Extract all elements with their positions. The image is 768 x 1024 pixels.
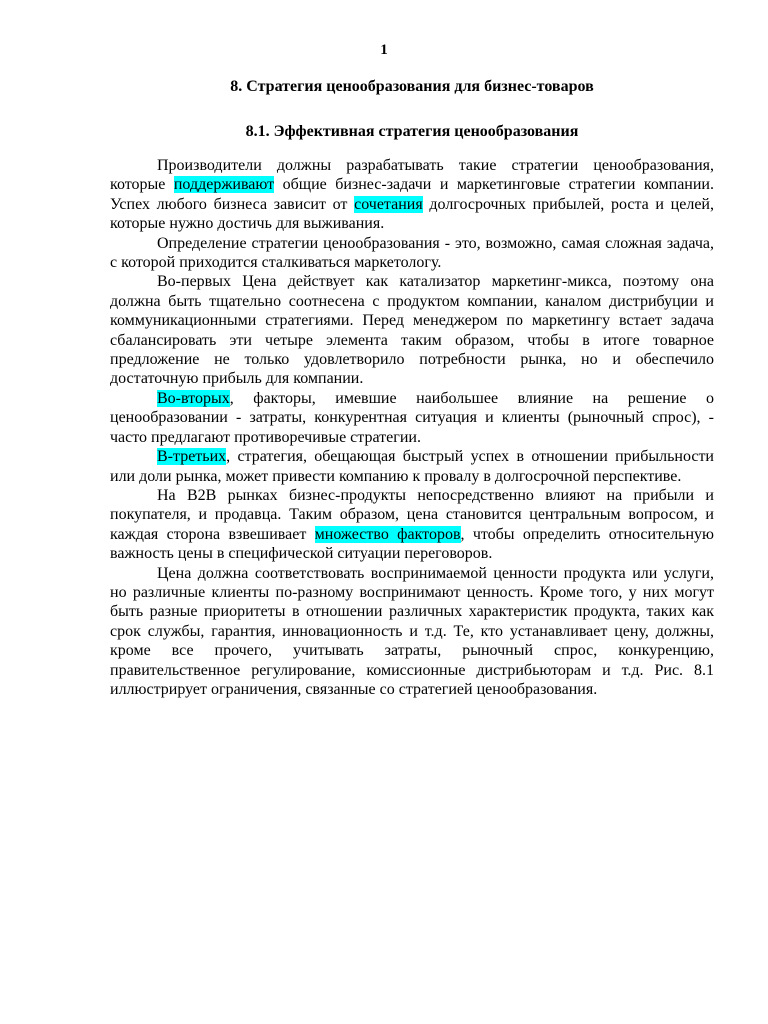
paragraph-1 (110, 156, 714, 234)
document-body (110, 76, 714, 699)
highlighted-text: поддерживают (173, 176, 275, 194)
paragraph-6 (110, 486, 714, 564)
paragraph-5 (110, 447, 714, 486)
paragraph-text: , стратегия, обещающая быстрый успех в отношении прибыльности или доли рынка, может привести компанию к провалу в долгосрочной перспективе. (110, 448, 714, 485)
paragraph-2 (110, 234, 714, 273)
highlighted-text: В-третьих (157, 448, 227, 466)
chapter-title: 8. Стратегия ценообразования для бизнес-товаров (230, 78, 594, 95)
paragraph-text: , факторы, имевшие наибольшее влияние на решение о ценообразовании - затраты, конкурентная ситуация и клиенты (рыночный спрос), - часто предлагают противоречивые стратегии. (110, 389, 714, 446)
paragraph-3 (110, 272, 714, 388)
paragraph-4 (110, 389, 714, 447)
section-title: 8.1. Эффективная стратегия ценообразования (245, 123, 579, 140)
highlighted-text: множество факторов (314, 525, 461, 543)
paragraph-7 (110, 564, 714, 700)
paragraph-text: На B2B рынках бизнес-продукты непосредственно влияют на прибыли и покупателя, и продавца. Таким образом, цена становится центральным вопросом, и каждая сторона взвешивает (110, 486, 714, 543)
paragraph-text: Производители должны разрабатывать такие стратегии ценообразования, которые (110, 157, 714, 194)
paragraph-text: Во-первых Цена действует как катализатор маркетинг-микса, поэтому она должна быть тщательно соотнесена с продуктом компании, каналом дистрибуции и коммуникационными стратегиями. Перед менеджером по маркетингу встает задача сбалансировать эти четыре элемента таким образом, чтобы в итоге товарное предложение не только удовлетворило потребности рынка, но и обеспечило достаточную прибыль для компании. (110, 273, 714, 388)
paragraph-text: общие бизнес-задачи и маркетинговые стратегии компании. Успех любого бизнеса зависит от (110, 176, 714, 213)
page-number: 1 (380, 42, 388, 58)
paragraph-text: Цена должна соответствовать воспринимаемой ценности продукта или услуги, но различные клиенты по-разному воспринимают ценность. Кроме того, у них могут быть разные приоритеты в отношении различных характеристик продукта, таких как срок службы, гарантия, инновационность и т.д. Те, кто устанавливает цену, должны, кроме все прочего, учитывать затраты, рыночный спрос, конкуренцию, правительственное регулирование, комиссионные дистрибьюторам и т.д. Рис. 8.1 иллюстрирует ограничения, связанные со стратегией ценообразования. (110, 564, 714, 698)
highlighted-text: Во-вторых (157, 389, 230, 407)
paragraph-text: долгосрочных прибылей, роста и целей, которые нужно достичь для выживания. (110, 195, 714, 233)
highlighted-text: сочетания (354, 195, 423, 213)
paragraph-text: Определение стратегии ценообразования - это, возможно, самая сложная задача, с которой приходится сталкиваться маркетологу. (110, 234, 714, 272)
paragraph-text: , чтобы определить относительную важность цены в специфической ситуации переговоров. (110, 525, 714, 563)
